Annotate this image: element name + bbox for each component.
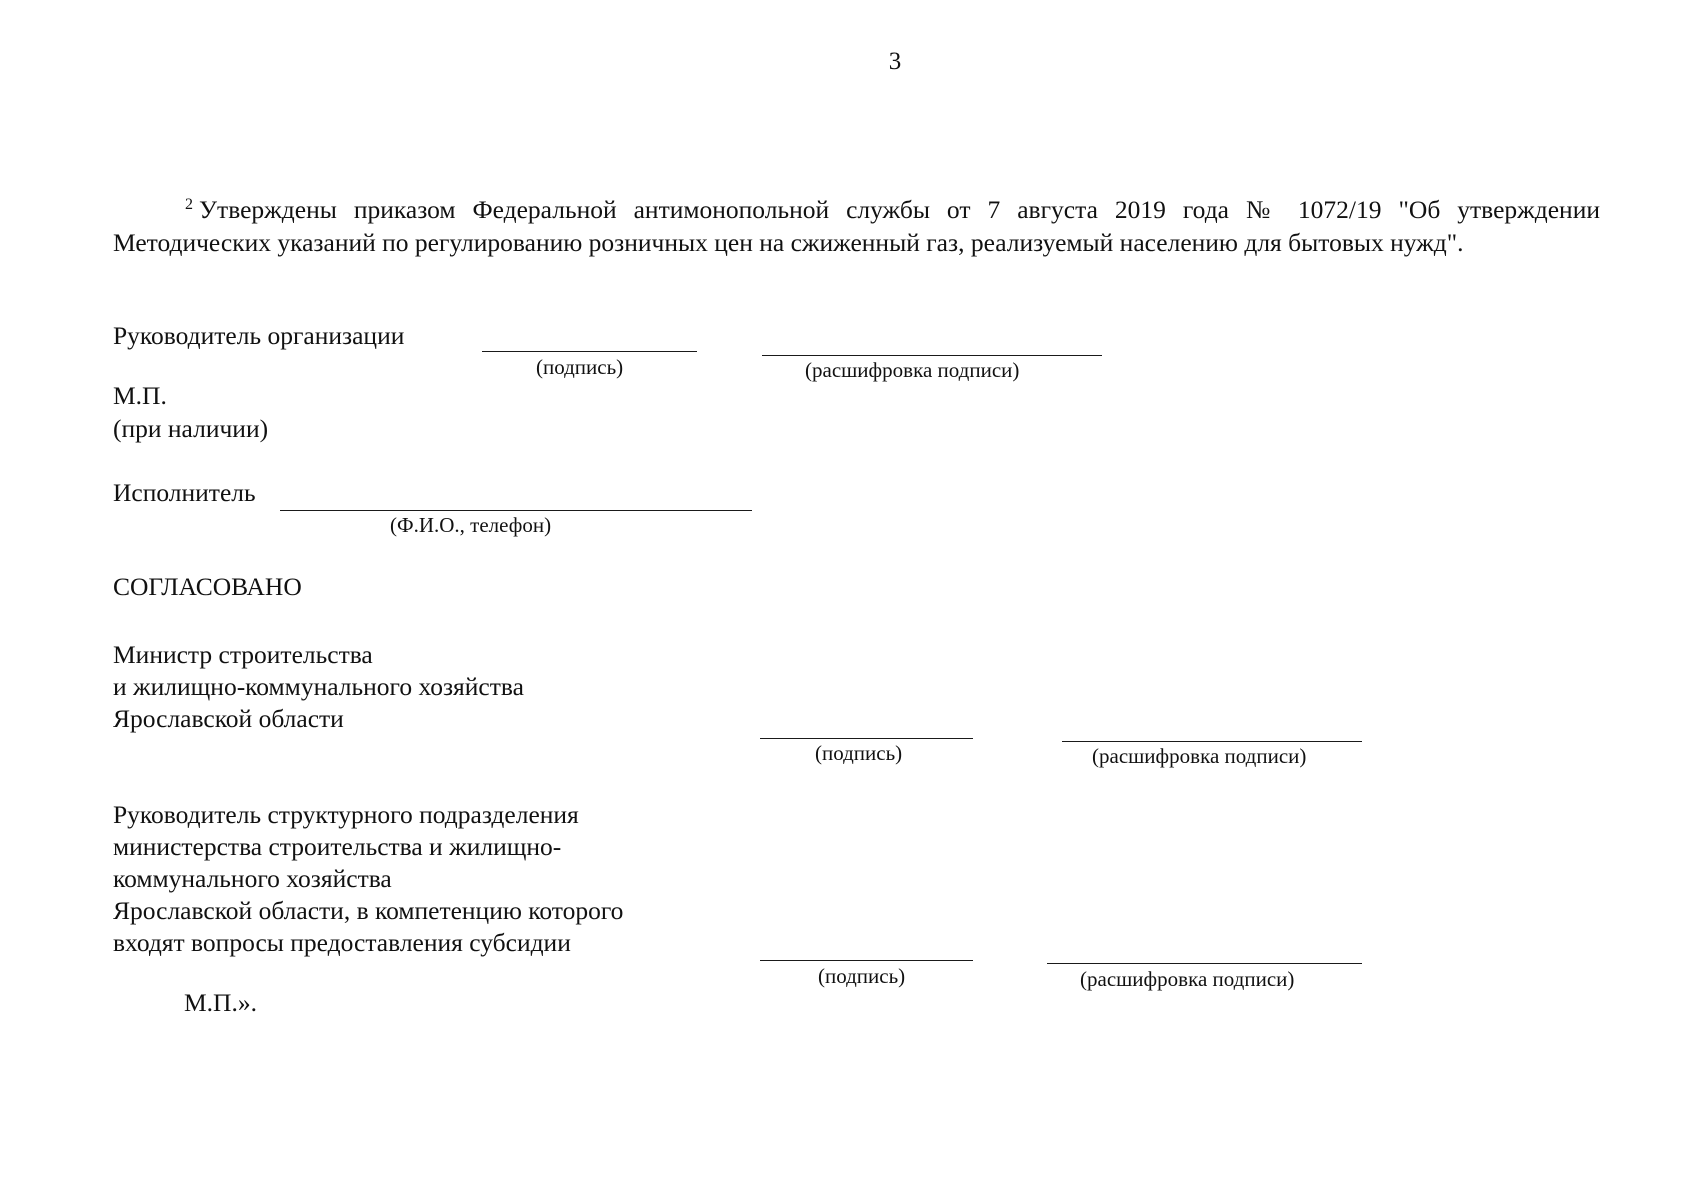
org-head-signature-caption: (подпись) [536,355,624,379]
final-seal: М.П.». [184,988,257,1017]
division-head-title-line: Ярославской области, в компетенцию которого [113,896,624,925]
minister-signature-caption: (подпись) [815,741,903,765]
minister-title-line: Министр строительства [113,640,373,669]
footnote [113,188,1600,259]
org-head-signature-line [482,351,697,352]
minister-title-line: и жилищно-коммунального хозяйства [113,672,524,701]
minister-title-line: Ярославской области [113,704,344,733]
executor-label: Исполнитель [113,478,256,507]
page-number: 3 [888,48,902,75]
executor-line [280,510,752,511]
minister-decoding-caption: (расшифровка подписи) [1092,744,1307,768]
division-head-title-line: входят вопросы предоставления субсидии [113,928,571,957]
division-head-title [113,799,623,959]
org-head-label: Руководитель организации [113,321,405,350]
minister-signature-line [760,738,973,739]
seal-label: М.П. [113,381,167,410]
org-head-decoding-caption: (расшифровка подписи) [805,358,1020,382]
division-head-signature-line [760,960,973,961]
minister-decoding-line [1062,741,1362,742]
division-head-signature-caption: (подпись) [818,964,906,988]
org-head-decoding-line [762,355,1102,356]
seal-note: (при наличии) [113,414,269,443]
division-head-decoding-caption: (расшифровка подписи) [1080,967,1295,991]
division-head-title-line: коммунального хозяйства [113,864,392,893]
agreed-heading: СОГЛАСОВАНО [113,572,302,601]
executor-caption: (Ф.И.О., телефон) [390,513,552,537]
division-head-decoding-line [1047,963,1362,964]
division-head-title-line: министерства строительства и жилищно- [113,832,562,861]
footnote-text: Утверждены приказом Федеральной антимонопольной службы от 7 августа 2019 года № 1072/19 "Об утверждении Методических указаний по регулированию розничных цен на сжиженный газ, реализуемый населению для бытовых нужд". [113,195,1600,257]
footnote-marker: 2 [185,196,193,213]
minister-title [113,639,524,735]
division-head-title-line: Руководитель структурного подразделения [113,800,579,829]
